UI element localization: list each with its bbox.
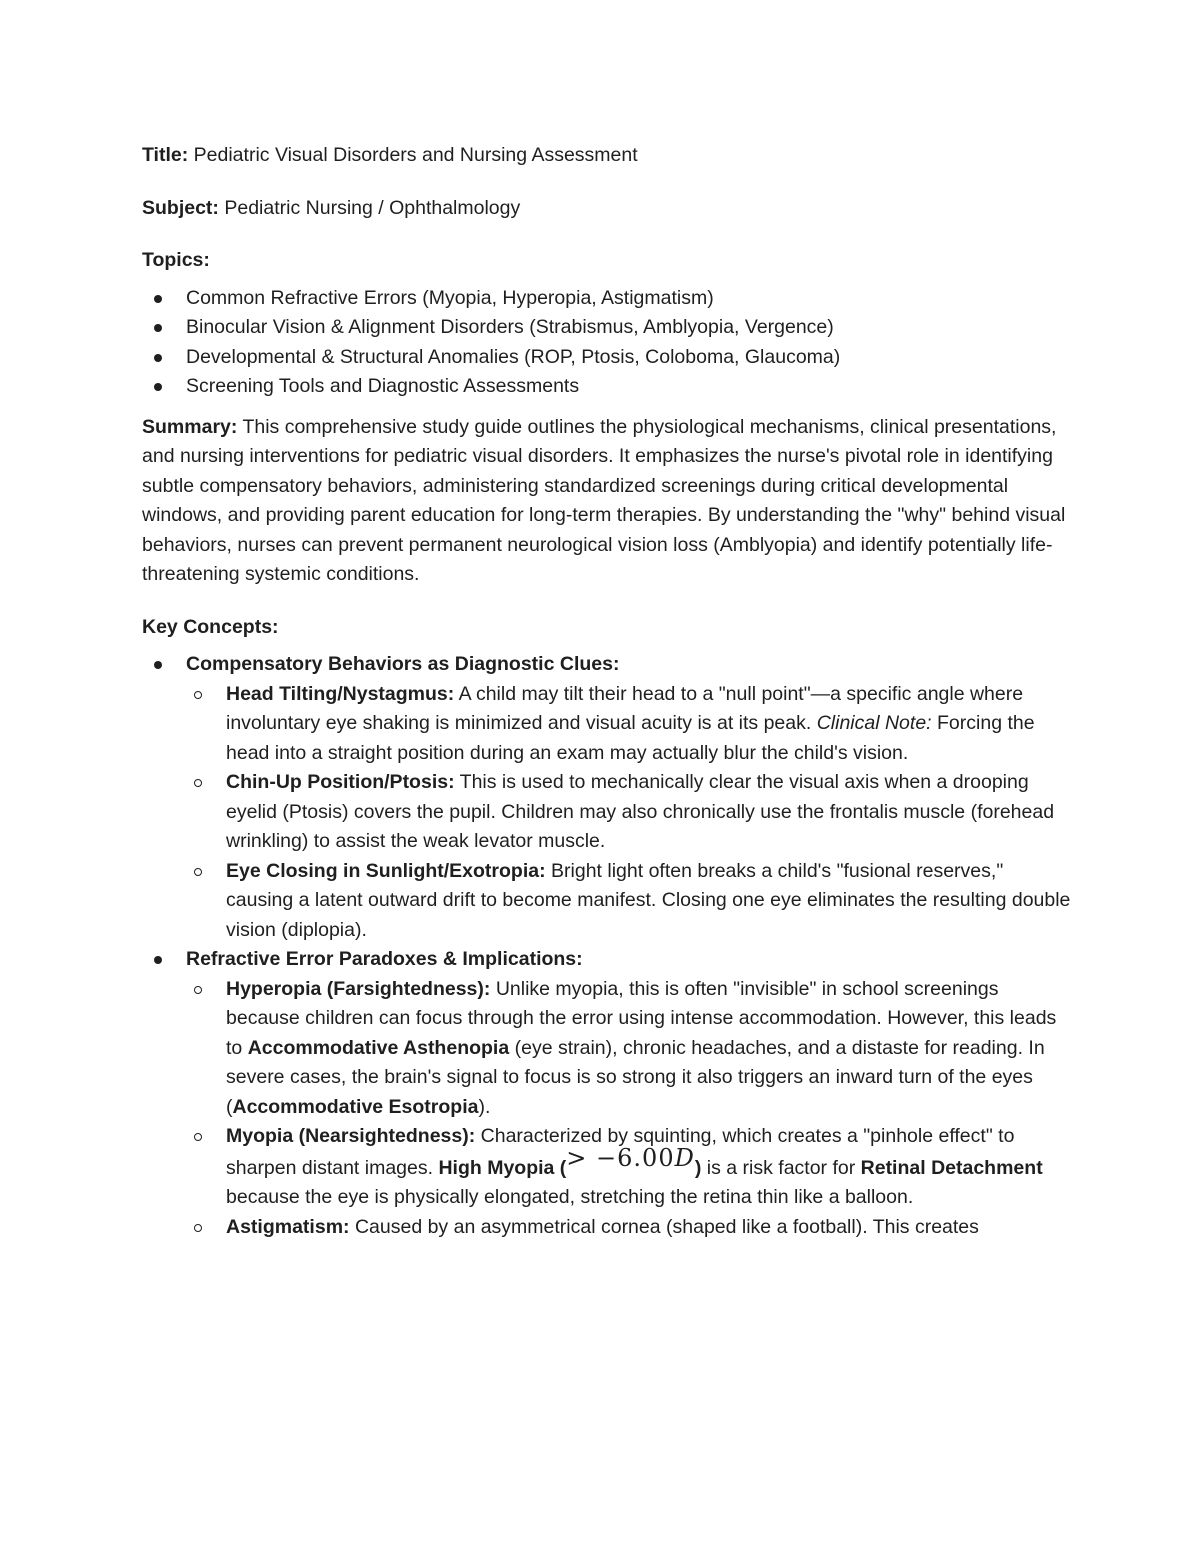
chin-up-term: Chin-Up Position/Ptosis: — [226, 771, 455, 793]
clinical-note-label: Clinical Note: — [816, 712, 932, 734]
key-concepts-label: Key Concepts: — [142, 615, 279, 638]
concept-group-refractive — [142, 945, 1072, 1242]
topics-list — [142, 284, 1072, 402]
hyperopia-bold-b: Accommodative Esotropia — [232, 1095, 479, 1118]
math-unit: D — [674, 1143, 695, 1172]
key-concepts-heading — [142, 613, 1072, 643]
myopia-text-a: Characterized by squinting, which creates a "pinhole effect" to sharpen distant images. — [226, 1125, 1015, 1179]
summary-label: Summary: — [142, 415, 238, 438]
summary-paragraph — [142, 413, 1072, 590]
key-concepts-list — [142, 650, 1072, 1242]
myopia-bold-b: Retinal Detachment — [860, 1156, 1043, 1179]
hyperopia-bold-a: Accommodative Asthenopia — [247, 1036, 510, 1059]
head-tilting-text: A child may tilt their head to a "null point"—a specific angle where involuntary eye shaking is minimized and visual acuity is at its peak. — [226, 682, 1024, 734]
myopia-bold-a: High Myopia ( — [438, 1156, 567, 1179]
topics-label: Topics: — [142, 249, 210, 271]
subject-line — [142, 194, 1072, 224]
concept-group-compensatory — [142, 650, 1072, 945]
compensatory-heading: Compensatory Behaviors as Diagnostic Clues: — [186, 653, 620, 675]
summary-text: This comprehensive study guide outlines the physiological mechanisms, clinical presentations, and nursing interventions for pediatric visual disorders. It emphasizes the nurse's pivotal role in identifying subtle compensatory behaviors, administering standardized screenings during critical developmental windows, and providing parent education for long-term therapies. By understanding the "why" behind visual behaviors, nurses can prevent permanent neurological vision loss (Amblyopia) and identify potentially life-threatening systemic conditions. — [142, 415, 1066, 585]
astigmatism-term: Astigmatism: — [226, 1215, 350, 1238]
refractive-heading: Refractive Error Paradoxes & Implications: — [186, 948, 583, 970]
eye-closing-text: Bright light often breaks a child's "fusional reserves," causing a latent outward drift to become manifest. Closing one eye eliminates the resulting double vision (diplopia). — [226, 859, 1071, 941]
topic-item: Screening Tools and Diagnostic Assessments — [142, 372, 1072, 402]
chin-up-text: This is used to mechanically clear the visual axis when a drooping eyelid (Ptosis) covers the pupil. Children may also chronically use the frontalis muscle (forehead wrinkling) to assist the weak levator muscle. — [226, 771, 1055, 852]
myopia-text-b: is a risk factor for — [706, 1156, 856, 1179]
topic-item: Developmental & Structural Anomalies (ROP, Ptosis, Coloboma, Glaucoma) — [142, 343, 1072, 373]
title-label: Title: — [142, 144, 189, 166]
concept-item-myopia — [142, 1122, 1072, 1213]
hyperopia-term: Hyperopia (Farsightedness): — [226, 977, 491, 1000]
compensatory-sublist — [142, 680, 1072, 946]
myopia-math-expression — [566, 1144, 695, 1172]
concept-item-astigmatism — [142, 1213, 1072, 1243]
head-tilting-term: Head Tilting/Nystagmus: — [226, 682, 455, 705]
subject-value: Pediatric Nursing / Ophthalmology — [224, 196, 521, 219]
myopia-term: Myopia (Nearsightedness): — [226, 1125, 476, 1147]
hyperopia-text-a: Unlike myopia, this is often "invisible" in school screenings because children can focus through the error using intense accommodation. However, this leads to — [226, 977, 1057, 1059]
topic-item: Common Refractive Errors (Myopia, Hyperopia, Astigmatism) — [142, 284, 1072, 314]
myopia-bold-close: ) — [694, 1156, 702, 1179]
document-content — [142, 141, 1072, 1242]
math-gt-symbol: > — [566, 1143, 588, 1172]
concept-item-eye-closing — [142, 857, 1072, 946]
hyperopia-text-c: ). — [478, 1095, 491, 1118]
title-line — [142, 141, 1072, 171]
refractive-sublist — [142, 975, 1072, 1243]
concept-item-head-tilting — [142, 680, 1072, 769]
astigmatism-text: Caused by an asymmetrical cornea (shaped like a football). This creates — [354, 1215, 979, 1238]
topics-heading — [142, 246, 1072, 276]
hyperopia-text-b: (eye strain), chronic headaches, and a distaste for reading. In severe cases, the brain's signal to focus is so strong it also triggers an inward turn of the eyes ( — [226, 1036, 1045, 1118]
math-value: −6.00 — [596, 1143, 675, 1172]
title-value: Pediatric Visual Disorders and Nursing Assessment — [193, 144, 638, 166]
eye-closing-term: Eye Closing in Sunlight/Exotropia: — [226, 859, 546, 882]
concept-item-hyperopia — [142, 975, 1072, 1123]
topic-item: Binocular Vision & Alignment Disorders (Strabismus, Amblyopia, Vergence) — [142, 313, 1072, 343]
concept-item-chin-up — [142, 768, 1072, 857]
myopia-text-c: because the eye is physically elongated, stretching the retina thin like a balloon. — [226, 1186, 914, 1208]
clinical-note-text: Forcing the head into a straight position during an exam may actually blur the child's vision. — [226, 712, 1035, 764]
subject-label: Subject: — [142, 196, 219, 219]
